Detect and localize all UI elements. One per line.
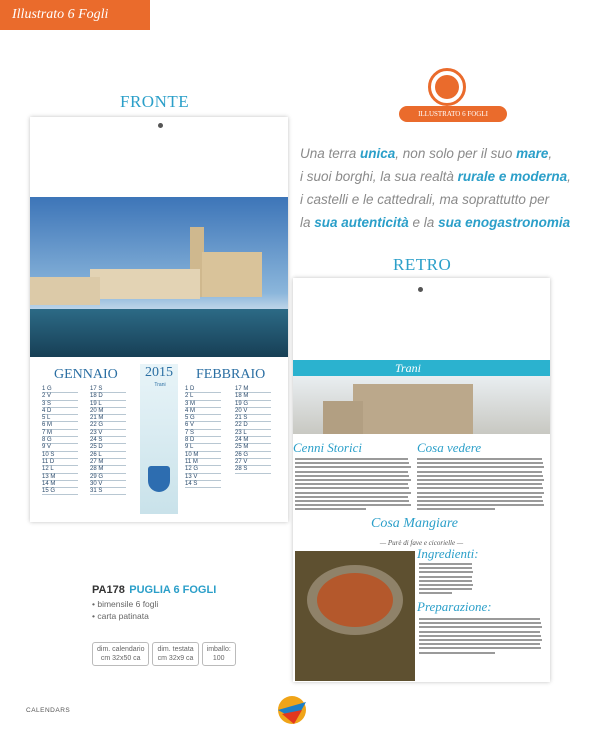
text-line [295,466,411,468]
month-january: GENNAIO [54,367,118,382]
text-line [417,496,542,498]
day-row: 5 G [185,415,221,422]
product-bullet: • bimensile 6 fogli [92,599,159,609]
day-row: 6 M [42,422,78,429]
text-line [419,626,542,628]
day-row: 22 G [90,422,126,429]
day-row: 24 S [90,437,126,444]
day-row: 14 S [185,481,221,488]
brand-logo-icon [272,690,312,730]
text-block [417,458,547,512]
food-photo [295,551,415,681]
text-line [419,567,472,569]
spec-calendar-size: dim. calendario cm 32x50 ca [92,642,149,666]
day-row: 10 M [185,452,221,459]
spec-packaging: imballo: 100 [202,642,236,666]
city-crest [148,466,170,492]
text-line [417,487,543,489]
text-line [419,652,495,654]
day-row: 30 V [90,481,126,488]
front-photo [30,197,288,357]
heading-ingredienti: Ingredienti: [417,546,479,561]
day-row: 15 G [42,488,78,495]
text-line [419,643,540,645]
text-line [419,647,541,649]
text-line [419,639,542,641]
day-row: 21 M [90,415,126,422]
day-row: 17 S [90,386,126,393]
day-row: 25 M [235,444,271,451]
text-line [295,504,411,506]
product-info [92,580,216,622]
text-line [295,496,408,498]
day-row: 20 M [90,408,126,415]
day-row: 13 V [185,474,221,481]
day-row: 28 M [90,466,126,473]
tagline: Una terra unica, non solo per il suo mare, i suoi borghi, la sua realtà rurale e moderna, i castelli e le cattedrali, ma soprattutto per la sua autenticità e la sua enogastronomia [300,146,571,230]
day-row: 10 S [42,452,78,459]
day-row: 12 L [42,466,78,473]
days-column [235,386,271,474]
day-row: 2 L [185,393,221,400]
heading-cosa-vedere: Cosa vedere [417,440,482,455]
day-row: 12 G [185,466,221,473]
heading-cenni-storici: Cenni Storici [293,440,362,455]
day-row: 26 L [90,452,126,459]
days-column [185,386,221,488]
ingredients-list [419,563,474,597]
text-line [417,475,543,477]
day-row: 26 G [235,452,271,459]
day-row: 6 V [185,422,221,429]
text-line [417,471,542,473]
day-row: 18 M [235,393,271,400]
front-calendar [30,117,288,522]
text-line [419,580,472,582]
days-column [42,386,78,495]
text-line [295,458,408,460]
day-row: 8 G [42,437,78,444]
day-row: 2 V [42,393,78,400]
day-row: 24 M [235,437,271,444]
day-row: 22 D [235,422,271,429]
day-row: 7 M [42,430,78,437]
text-line [417,492,544,494]
day-row: 31 S [90,488,126,495]
day-row: 27 V [235,459,271,466]
day-row: 3 M [185,401,221,408]
text-line [295,492,411,494]
day-row: 25 D [90,444,126,451]
day-row: 29 G [90,474,126,481]
month-grid [30,362,288,522]
day-row: 7 S [185,430,221,437]
text-line [417,500,543,502]
text-line [419,592,452,594]
specs-row [92,642,236,666]
text-line [419,584,473,586]
day-row: 11 D [42,459,78,466]
heading-preparazione: Preparazione: [417,599,492,614]
text-line [419,563,472,565]
back-label: RETRO [393,255,452,274]
day-row: 23 V [90,430,126,437]
spec-header-size: dim. testata cm 32x9 ca [152,642,198,666]
text-line [295,471,408,473]
heading-cosa-mangiare: Cosa Mangiare [371,516,458,531]
text-line [419,631,540,633]
day-row: 19 G [235,401,271,408]
text-line [295,483,408,485]
hanging-hole [158,123,163,128]
month-february: FEBBRAIO [196,367,266,382]
product-bullet: • carta patinata [92,611,149,621]
text-line [295,500,409,502]
puglia-map-icon [435,75,459,99]
day-row: 20 V [235,408,271,415]
day-row: 18 D [90,393,126,400]
day-row: 23 L [235,430,271,437]
text-line [419,571,473,573]
text-line [417,462,543,464]
day-row: 19 L [90,401,126,408]
day-row: 5 L [42,415,78,422]
text-line [417,483,542,485]
back-title: Trani [395,361,422,375]
day-row: 8 D [185,437,221,444]
day-row: 3 S [42,401,78,408]
text-line [417,508,495,510]
text-line [295,508,366,510]
text-line [419,576,472,578]
day-row: 27 M [90,459,126,466]
badge-label: ILLUSTRATO 6 FOGLI [399,106,507,122]
text-line [419,618,540,620]
day-row: 14 M [42,481,78,488]
day-row: 1 D [185,386,221,393]
product-name: PUGLIA 6 FOGLI [129,584,217,596]
recipe-subtitle: — Purè di fave e cicorielle — [379,539,464,547]
day-row: 21 S [235,415,271,422]
hanging-hole [418,287,423,292]
header-tab: Illustrato 6 Fogli [0,0,150,30]
day-row: 11 M [185,459,221,466]
text-block [419,618,545,656]
text-line [417,504,544,506]
text-line [295,487,409,489]
text-line [417,466,544,468]
footer-text: CALENDARS [26,707,71,714]
text-line [419,635,541,637]
day-row: 13 M [42,474,78,481]
back-calendar [293,278,550,682]
product-code: PA178 [92,584,125,596]
day-row: 9 L [185,444,221,451]
text-line [417,479,544,481]
title-bar [293,360,550,376]
text-line [417,458,542,460]
day-row: 28 S [235,466,271,473]
text-line [295,475,409,477]
text-line [295,462,409,464]
day-row: 1 G [42,386,78,393]
text-block [295,458,413,512]
day-row: 4 D [42,408,78,415]
text-line [295,479,411,481]
text-line [419,588,472,590]
year-label: 2015 [145,365,173,380]
castle-photo [293,376,550,434]
text-line [419,622,541,624]
day-row: 4 M [185,408,221,415]
day-row: 17 M [235,386,271,393]
place-label: Trani [154,382,166,388]
day-row: 9 V [42,444,78,451]
days-column [90,386,126,495]
front-label: FRONTE [120,92,190,111]
